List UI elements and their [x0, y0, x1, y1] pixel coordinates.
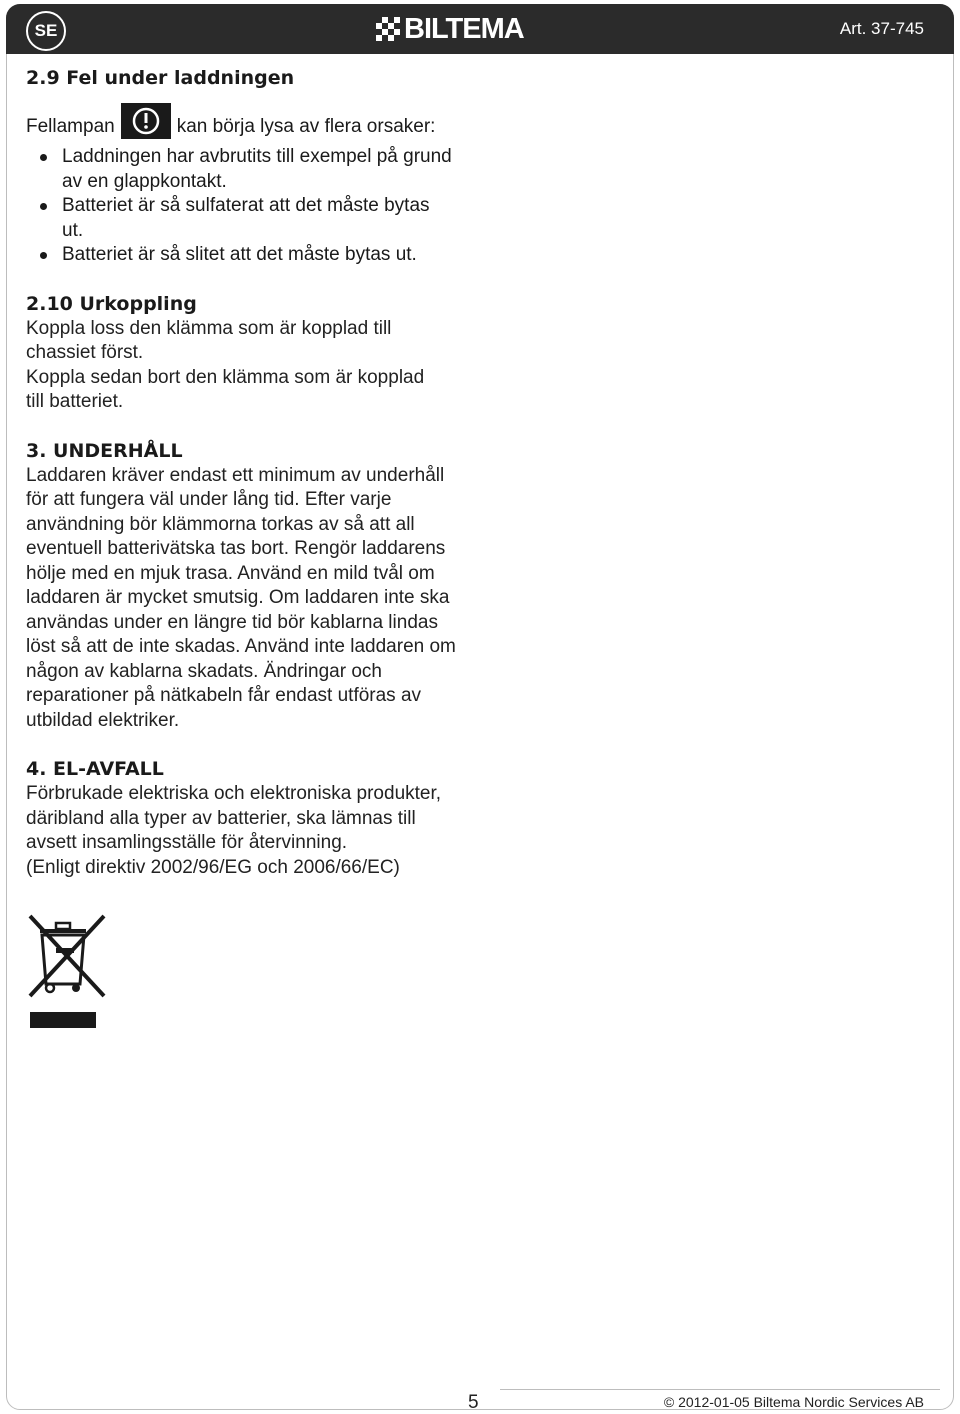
exclamation-circle-icon: [121, 103, 171, 139]
paragraph: Koppla loss den klämma som är kopplad till chassiet först.: [26, 317, 392, 363]
intro-text-after: kan börja lysa av flera orsaker:: [176, 115, 436, 137]
paragraph: Laddaren kräver endast ett minimum av underhåll för att fungera väl under lång tid. Efter varje användning bör klämmorna torkas av så att all eventuell batterivätska tas bort. Rengör laddarens hölje med en mjuk trasa. Använd en mild tvål om laddaren är mycket smutsig. Om laddaren inte ska användas under en längre tid bör kablarna lindas löst så att de inte skadas. Använd inte laddaren om någon av kablarna skadats. Ändringar och reparationer på nätkabeln får endast utföras av utbildad elektriker.: [26, 464, 456, 731]
section-title: 2.10 Urkoppling: [26, 292, 197, 315]
list-item: Laddningen har avbrutits till exempel på grund av en glappkontakt.: [26, 145, 476, 194]
section-3: [26, 439, 476, 734]
brand-logo: [376, 14, 524, 44]
section-2-10: [26, 292, 476, 415]
cause-list: [26, 145, 476, 268]
footer-divider: [500, 1389, 940, 1390]
list-item: Batteriet är så slitet att det måste bytas ut.: [26, 243, 476, 268]
section-2-9: [26, 66, 476, 268]
list-item: Batteriet är så sulfaterat att det måste bytas ut.: [26, 194, 476, 243]
brand-name: BILTEMA: [404, 13, 524, 45]
crossed-out-bin-icon: [26, 912, 106, 1032]
section-4: [26, 757, 476, 880]
language-badge: SE: [26, 11, 66, 51]
copyright-notice: © 2012-01-05 Biltema Nordic Services AB: [663, 1394, 924, 1410]
manual-content: [26, 66, 476, 904]
page-number: 5: [468, 1392, 479, 1413]
section-title: 2.9 Fel under laddningen: [26, 67, 295, 89]
fault-lamp-intro: [26, 109, 476, 145]
article-number: Art. 37-745: [839, 19, 924, 38]
directive-note: (Enligt direktiv 2002/96/EG och 2006/66/EC): [26, 856, 400, 878]
section-title: 4. EL-AVFALL: [26, 758, 164, 780]
checkered-flag-icon: [376, 17, 400, 41]
paragraph: Koppla sedan bort den klämma som är kopplad till batteriet.: [26, 366, 425, 412]
paragraph: Förbrukade elektriska och elektroniska produkter, däribland alla typer av batterier, ska lämnas till avsett insamlingsställe för återvinning.: [26, 783, 442, 853]
intro-text-before: Fellampan: [26, 115, 115, 137]
section-title: 3. UNDERHÅLL: [26, 439, 183, 462]
